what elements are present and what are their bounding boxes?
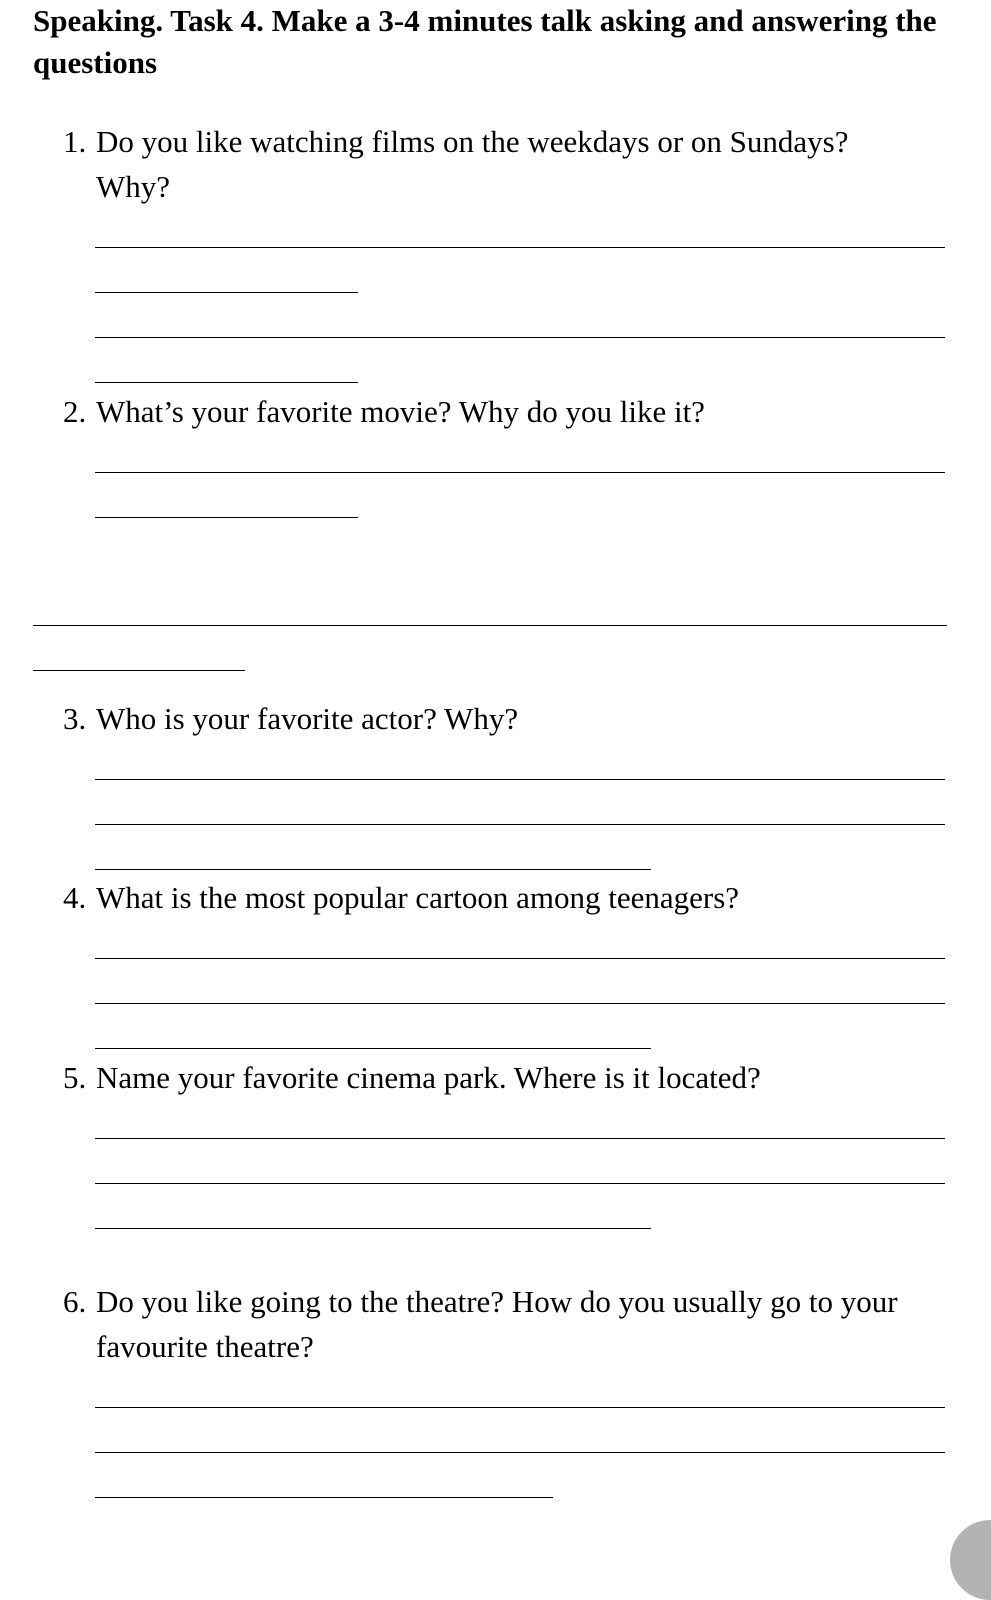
answer-line[interactable] bbox=[95, 1048, 651, 1049]
question-number: 5. bbox=[63, 1060, 87, 1095]
question-text: What’s your favorite movie? Why do you like it? bbox=[96, 394, 705, 429]
answer-line[interactable] bbox=[33, 625, 947, 626]
question-text-continued: Why? bbox=[96, 169, 171, 204]
answer-line[interactable] bbox=[95, 292, 358, 293]
question-number: 6. bbox=[63, 1284, 87, 1319]
answer-line[interactable] bbox=[95, 779, 945, 780]
answer-line[interactable] bbox=[95, 382, 358, 383]
answer-line[interactable] bbox=[95, 1003, 945, 1004]
answer-line[interactable] bbox=[95, 1138, 945, 1139]
question-1 bbox=[63, 119, 848, 209]
answer-line[interactable] bbox=[95, 1407, 945, 1408]
question-text: Name your favorite cinema park. Where is it located? bbox=[96, 1060, 761, 1095]
answer-line[interactable] bbox=[95, 1497, 553, 1498]
answer-line[interactable] bbox=[33, 670, 245, 671]
question-6 bbox=[63, 1279, 898, 1369]
question-5 bbox=[63, 1055, 761, 1100]
answer-line[interactable] bbox=[95, 1228, 651, 1229]
question-2 bbox=[63, 389, 705, 434]
question-text-continued: favourite theatre? bbox=[96, 1329, 314, 1364]
answer-line[interactable] bbox=[95, 869, 651, 870]
answer-line[interactable] bbox=[95, 958, 945, 959]
answer-line[interactable] bbox=[95, 337, 945, 338]
answer-line[interactable] bbox=[95, 1183, 945, 1184]
question-number: 1. bbox=[63, 124, 87, 159]
answer-line[interactable] bbox=[95, 1452, 945, 1453]
question-text: Do you like going to the theatre? How do you usually go to your bbox=[96, 1284, 898, 1319]
question-text: Do you like watching films on the weekdays or on Sundays? bbox=[96, 124, 849, 159]
task-heading: Speaking. Task 4. Make a 3-4 minutes talk asking and answering the questions bbox=[33, 3, 937, 80]
answer-line[interactable] bbox=[95, 517, 358, 518]
answer-line[interactable] bbox=[95, 824, 945, 825]
question-number: 4. bbox=[63, 880, 87, 915]
question-4 bbox=[63, 875, 739, 920]
question-number: 3. bbox=[63, 701, 87, 736]
question-number: 2. bbox=[63, 394, 87, 429]
answer-line[interactable] bbox=[95, 247, 945, 248]
page-curl-icon bbox=[950, 1520, 991, 1600]
question-text: What is the most popular cartoon among teenagers? bbox=[96, 880, 740, 915]
question-text: Who is your favorite actor? Why? bbox=[96, 701, 519, 736]
question-3 bbox=[63, 696, 518, 741]
answer-line[interactable] bbox=[95, 472, 945, 473]
